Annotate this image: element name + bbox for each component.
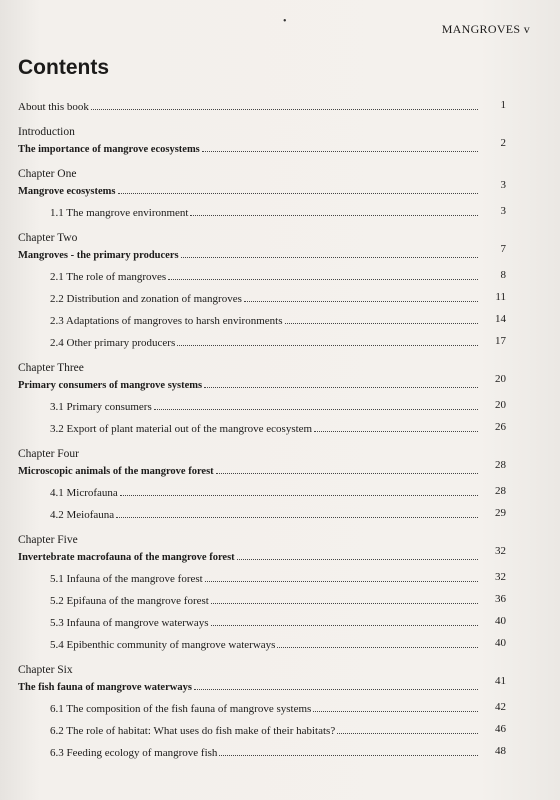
toc-group — [18, 663, 506, 761]
entry-title: 3.2 Export of plant material out of the mangrove ecosystem — [50, 422, 313, 435]
toc-group — [18, 231, 506, 351]
toc-section-entry — [18, 479, 506, 501]
entry-title: 5.1 Infauna of the mangrove forest — [50, 572, 203, 585]
entry-title: The importance of mangrove ecosystems — [18, 143, 200, 155]
toc-section-entry — [18, 565, 506, 587]
page-number: 3 — [500, 178, 506, 191]
toc-section-entry — [18, 609, 506, 631]
toc-chapter-entry — [18, 178, 506, 199]
toc-chapter-entry — [18, 92, 506, 115]
entry-title: Mangrove ecosystems — [18, 185, 116, 197]
toc-chapter-entry — [18, 458, 506, 479]
table-of-contents — [18, 92, 506, 771]
chapter-label: Chapter Six — [18, 663, 73, 676]
entry-title: 6.1 The composition of the fish fauna of mangrove systems — [50, 702, 312, 715]
dot-leader — [168, 279, 478, 280]
toc-section-entry — [18, 307, 506, 329]
entry-title: Microscopic animals of the mangrove forest — [18, 465, 214, 477]
chapter-label: Chapter Three — [18, 361, 84, 374]
chapter-label: Chapter Two — [18, 231, 78, 244]
page-number: 11 — [495, 290, 506, 303]
toc-section-entry — [18, 329, 506, 351]
entry-title: 3.1 Primary consumers — [50, 400, 152, 413]
toc-section-entry — [18, 587, 506, 609]
page-number: 26 — [495, 420, 506, 433]
toc-section-entry — [18, 739, 506, 761]
toc-group — [18, 361, 506, 437]
entry-title: About this book — [18, 100, 89, 113]
toc-group — [18, 167, 506, 221]
toc-section-entry — [18, 695, 506, 717]
dot-leader — [120, 495, 478, 496]
toc-section-entry — [18, 501, 506, 523]
entry-title: 2.3 Adaptations of mangroves to harsh environments — [50, 314, 283, 327]
page-title: Contents — [18, 56, 109, 79]
dot-leader — [154, 409, 478, 410]
toc-section-entry — [18, 199, 506, 221]
chapter-label: Chapter One — [18, 167, 77, 180]
page-mark: • — [283, 16, 287, 27]
dot-leader — [118, 193, 479, 194]
page-number: 17 — [495, 334, 506, 347]
dot-leader — [202, 151, 478, 152]
dot-leader — [337, 733, 478, 734]
page-number: 42 — [495, 700, 506, 713]
entry-title: 1.1 The mangrove environment — [50, 206, 189, 219]
page-number: 40 — [495, 636, 506, 649]
page-number: 32 — [495, 570, 506, 583]
page-number: 28 — [495, 484, 506, 497]
dot-leader — [116, 517, 478, 518]
toc-group — [18, 125, 506, 157]
entry-title: 5.2 Epifauna of the mangrove forest — [50, 594, 209, 607]
entry-title: 6.3 Feeding ecology of mangrove fish — [50, 746, 218, 759]
page-number: 20 — [495, 398, 506, 411]
dot-leader — [237, 559, 478, 560]
dot-leader — [211, 603, 478, 604]
toc-section-entry — [18, 415, 506, 437]
entry-title: 2.4 Other primary producers — [50, 336, 176, 349]
dot-leader — [211, 625, 478, 626]
page-number: 40 — [495, 614, 506, 627]
dot-leader — [285, 323, 479, 324]
toc-section-entry — [18, 285, 506, 307]
page-number: 48 — [495, 744, 506, 757]
toc-group — [18, 92, 506, 115]
entry-title: 6.2 The role of habitat: What uses do fish make of their habitats? — [50, 724, 336, 737]
entry-title: 2.2 Distribution and zonation of mangroves — [50, 292, 242, 305]
page-number: 36 — [495, 592, 506, 605]
dot-leader — [91, 109, 478, 110]
entry-title: 4.2 Meiofauna — [50, 508, 115, 521]
dot-leader — [204, 387, 478, 388]
entry-title: Mangroves - the primary producers — [18, 249, 179, 261]
entry-title: Primary consumers of mangrove systems — [18, 379, 203, 391]
toc-chapter-entry — [18, 136, 506, 157]
dot-leader — [194, 689, 478, 690]
toc-group — [18, 533, 506, 653]
page-number: 20 — [495, 372, 506, 385]
entry-title: 2.1 The role of mangroves — [50, 270, 167, 283]
toc-chapter-entry — [18, 674, 506, 695]
page-number: 8 — [500, 268, 506, 281]
entry-title: 5.3 Infauna of mangrove waterways — [50, 616, 209, 629]
page-number: 46 — [495, 722, 506, 735]
page-number: 1 — [500, 98, 506, 111]
dot-leader — [205, 581, 478, 582]
entry-title: 4.1 Microfauna — [50, 486, 118, 499]
entry-title: Invertebrate macrofauna of the mangrove forest — [18, 551, 235, 563]
dot-leader — [244, 301, 478, 302]
dot-leader — [313, 711, 478, 712]
page-number: 29 — [495, 506, 506, 519]
page-number: 41 — [495, 674, 506, 687]
toc-group — [18, 447, 506, 523]
page-number: 7 — [500, 242, 506, 255]
page-number: 32 — [495, 544, 506, 557]
entry-title: The fish fauna of mangrove waterways — [18, 681, 192, 693]
page-number: 28 — [495, 458, 506, 471]
toc-section-entry — [18, 263, 506, 285]
toc-chapter-entry — [18, 544, 506, 565]
dot-leader — [216, 473, 478, 474]
toc-chapter-entry — [18, 242, 506, 263]
dot-leader — [219, 755, 478, 756]
entry-title: 5.4 Epibenthic community of mangrove waterways — [50, 638, 276, 651]
dot-leader — [190, 215, 478, 216]
page-number: 2 — [500, 136, 506, 149]
dot-leader — [314, 431, 478, 432]
running-head: MANGROVES v — [441, 22, 530, 36]
toc-section-entry — [18, 393, 506, 415]
dot-leader — [177, 345, 478, 346]
toc-section-entry — [18, 717, 506, 739]
dot-leader — [277, 647, 478, 648]
page-number: 14 — [495, 312, 506, 325]
toc-chapter-entry — [18, 372, 506, 393]
chapter-label: Introduction — [18, 125, 75, 138]
toc-section-entry — [18, 631, 506, 653]
dot-leader — [181, 257, 478, 258]
chapter-label: Chapter Five — [18, 533, 78, 546]
chapter-label: Chapter Four — [18, 447, 80, 460]
page-number: 3 — [500, 204, 506, 217]
